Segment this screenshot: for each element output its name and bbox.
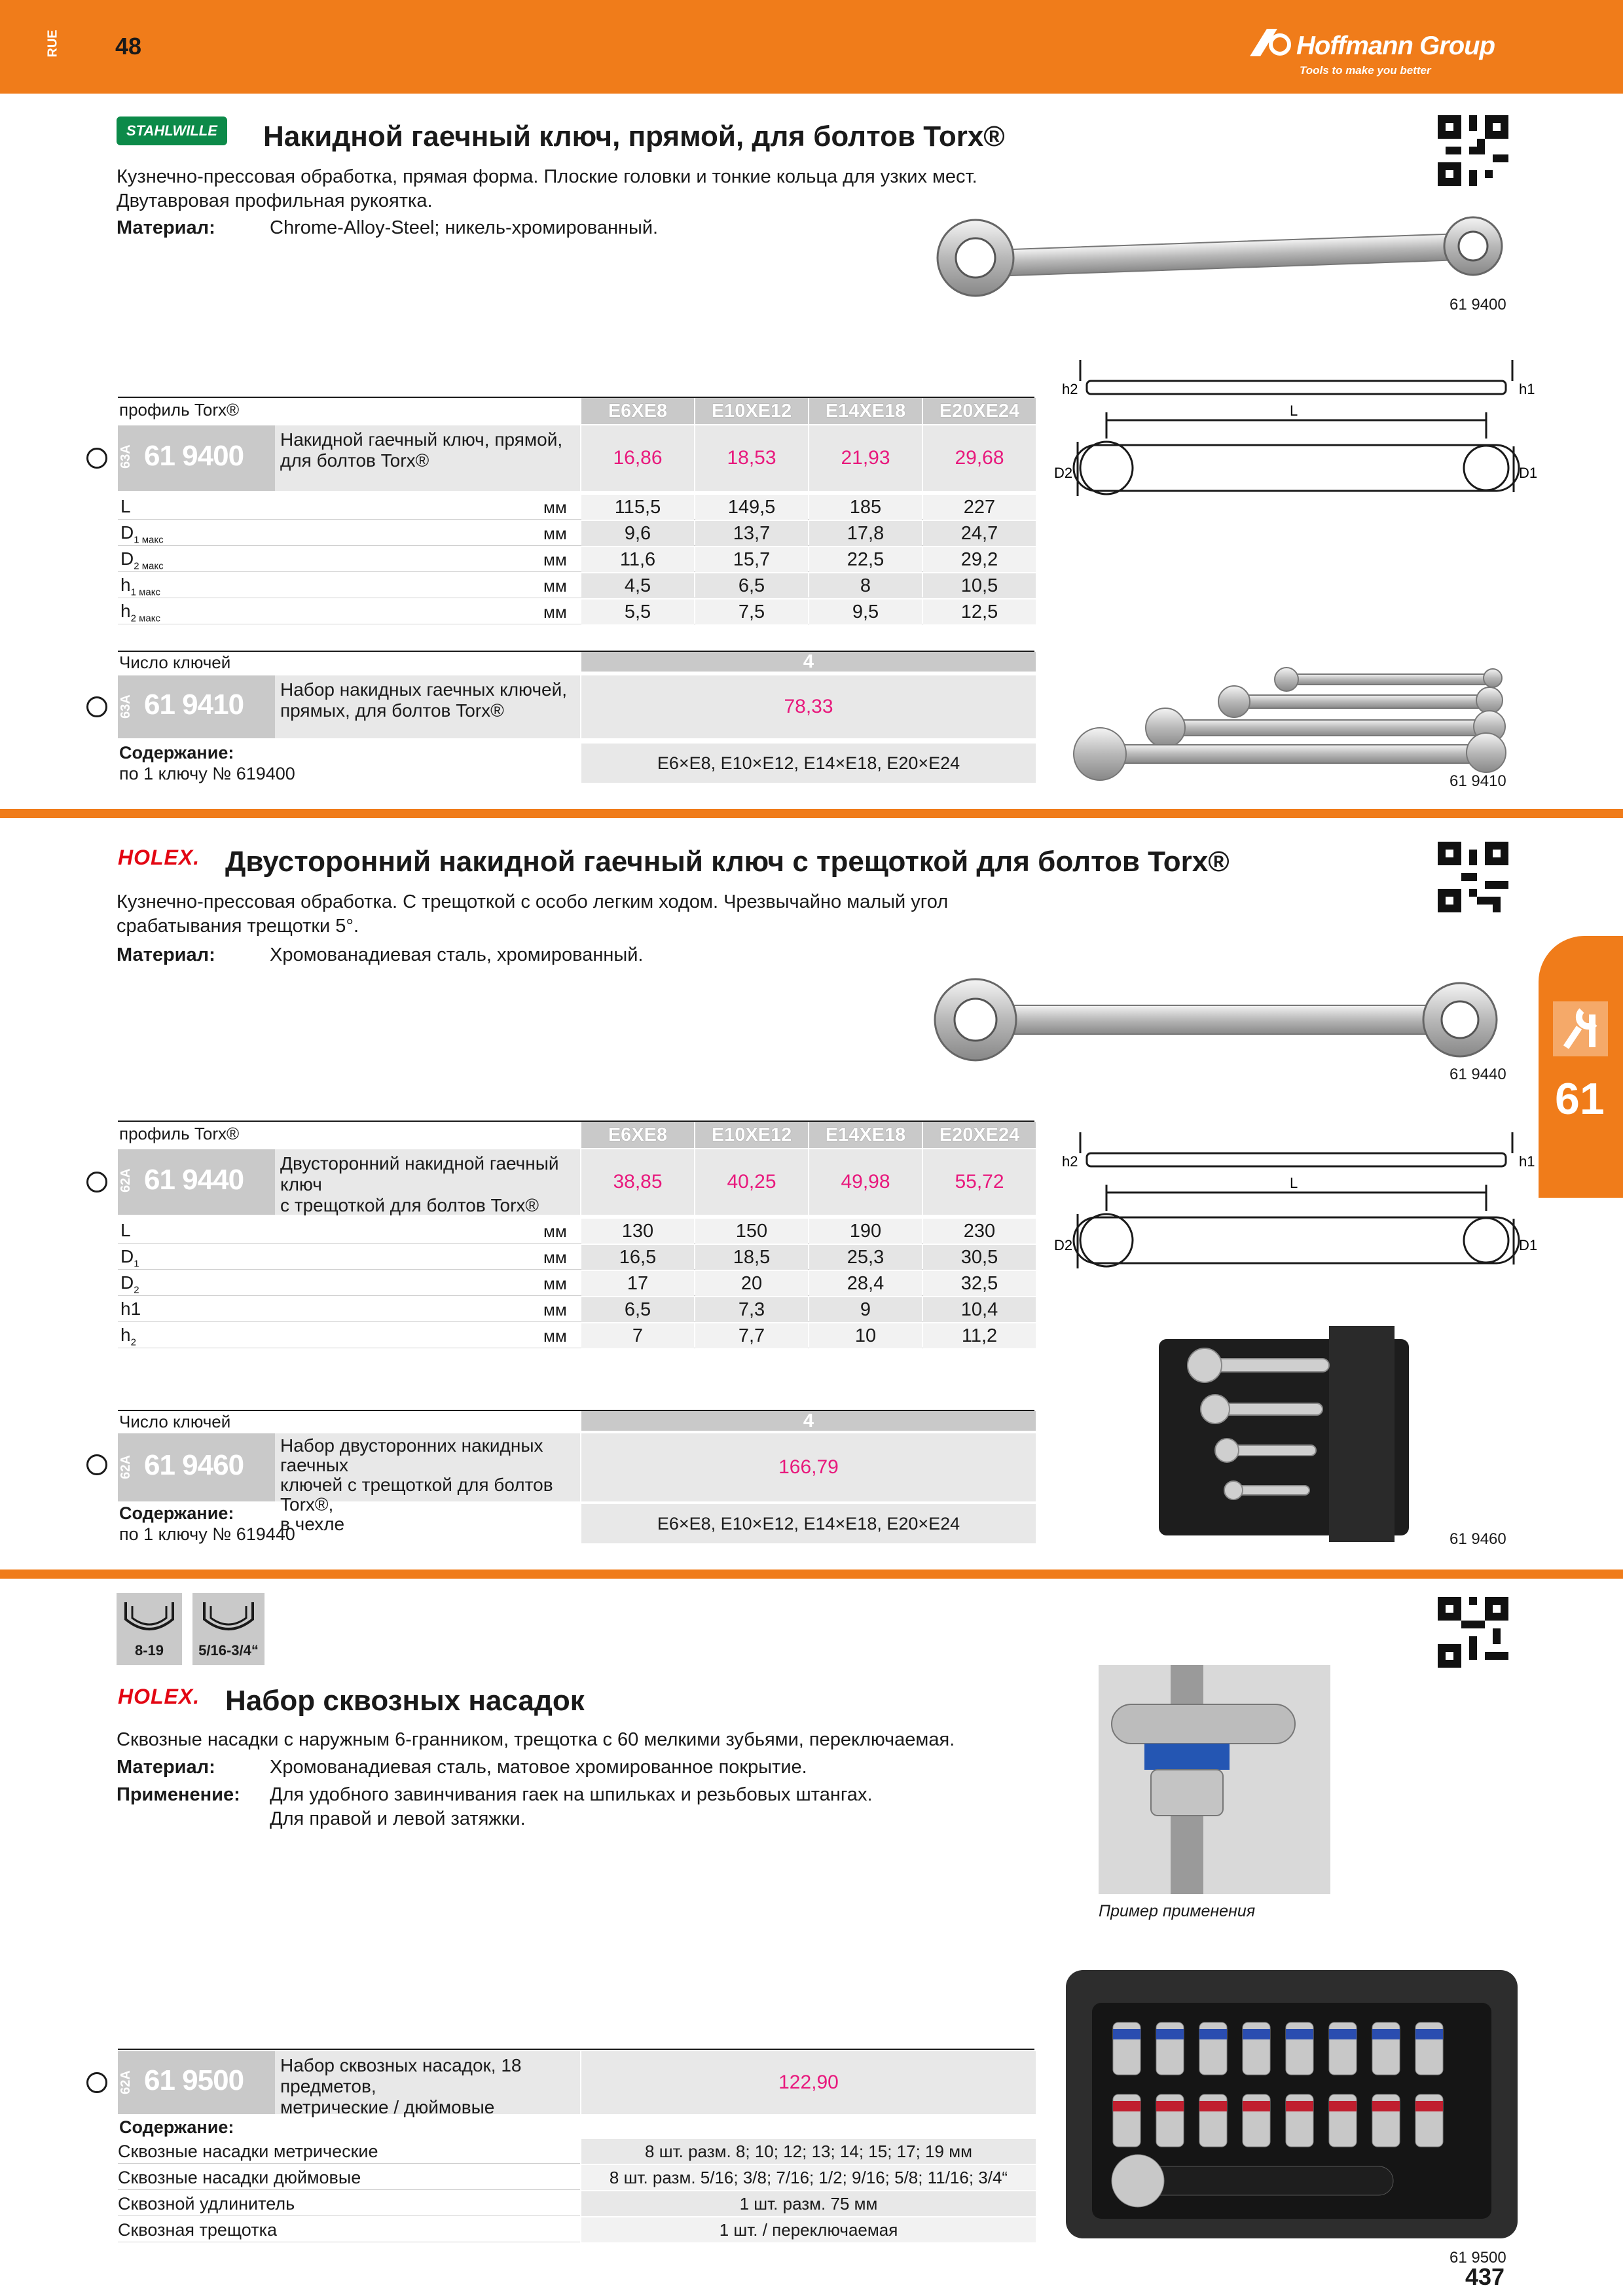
spec-value: 9,5 [809, 600, 922, 624]
spec-name: L [120, 496, 131, 516]
spec-value: 130 [581, 1219, 694, 1244]
set1-number-box[interactable]: 63A 61 9410 [118, 675, 275, 738]
contents-item-value: 8 шт. разм. 8; 10; 12; 13; 14; 15; 17; 19 мм [581, 2139, 1036, 2164]
price-cell[interactable]: 21,93 [809, 425, 922, 491]
product-description: Набор сквозных насадок, 18 предметов, метрические / дюймовые [275, 2051, 580, 2114]
spec-value: 24,7 [923, 521, 1036, 546]
spec-value: 5,5 [581, 600, 694, 624]
ratchet-head [1112, 2155, 1164, 2207]
contents-item-name: Сквозной удлинитель [118, 2191, 580, 2216]
status-circle-icon [86, 696, 107, 717]
spec-value: 28,4 [809, 1271, 922, 1296]
socket-band [1156, 2029, 1184, 2039]
contents-label: Содержание: [119, 2117, 234, 2137]
socket-band [1113, 2101, 1140, 2111]
spec-name: $D_{2 макс}$ [120, 548, 164, 572]
svg-text:D1: D1 [1519, 465, 1538, 481]
price-cell[interactable]: 18,53 [695, 425, 808, 491]
spec-value: 6,5 [695, 573, 808, 598]
product-number: 61 9440 [144, 1164, 244, 1196]
size-range-inch-icon: 5/16-3/4“ [192, 1593, 264, 1665]
socket-band [1286, 2101, 1313, 2111]
brand-tagline: Tools to make you better [1300, 64, 1431, 77]
set1-contents-value: E6×E8, E10×E12, E14×E18, E20×E24 [581, 744, 1036, 783]
size-col-3: E14XE18 [809, 398, 922, 424]
spanner-set-photo [1061, 661, 1506, 779]
svg-text:L: L [1290, 403, 1298, 419]
spec-name: L [120, 1220, 131, 1240]
spec-value: 15,7 [695, 547, 808, 572]
product-description: Накидной гаечный ключ, прямой, для болтов Torx® [275, 425, 580, 491]
spec-value: 16,5 [581, 1245, 694, 1270]
set2-contents-sub: по 1 ключу № 619440 [119, 1524, 295, 1544]
socket-band [1372, 2029, 1400, 2039]
spec-value: 13,7 [695, 521, 808, 546]
socket-band [1329, 2101, 1357, 2111]
spec-value: 10 [809, 1323, 922, 1348]
contents-item-value: 1 шт. / переключаемая [581, 2217, 1036, 2242]
set1-image-ref: 61 9410 [1450, 772, 1506, 790]
section2-material-label: Материал: [117, 944, 215, 965]
spec-name: $h_{2 макс}$ [120, 601, 160, 624]
svg-text:D1: D1 [1519, 1237, 1538, 1253]
product-description: Двусторонний накидной гаечный ключ с трещоткой для болтов Torx® [275, 1149, 580, 1215]
spec-unit: мм [543, 1274, 567, 1293]
set2-count: 4 [581, 1411, 1036, 1431]
section2-desc-line2: срабатывания трещотки 5°. [117, 916, 359, 937]
status-circle-icon [86, 1172, 107, 1193]
spec-unit: мм [543, 602, 567, 622]
socket-band [1156, 2101, 1184, 2111]
spec-value: 7,7 [695, 1323, 808, 1348]
spec-value: 11,2 [923, 1323, 1036, 1348]
brand-logo[interactable]: Hoffmann Group [1296, 31, 1495, 60]
status-circle-icon [86, 448, 107, 469]
table1-header-label: профиль Torx® [119, 400, 240, 420]
svg-text:h1: h1 [1519, 1153, 1535, 1170]
spec-name: $h_{1 макс}$ [120, 575, 160, 598]
product-number: 61 9500 [144, 2064, 244, 2096]
spec-value: 17 [581, 1271, 694, 1296]
spec-value: 190 [809, 1219, 922, 1244]
section-divider [0, 1570, 1623, 1579]
chapter-tab[interactable] [1539, 936, 1623, 1198]
spec-unit: мм [543, 1326, 567, 1346]
set2-number-box[interactable]: 62A 61 9460 [118, 1433, 275, 1501]
qr-code-icon[interactable] [1438, 842, 1508, 912]
spec-value: 227 [923, 495, 1036, 520]
section3-image-ref: 61 9500 [1450, 2249, 1506, 2267]
section2-dimension-drawing [1054, 1119, 1545, 1296]
spec-value: 9 [809, 1297, 922, 1322]
set2-contents-label: Содержание: [119, 1503, 234, 1523]
section2-title: Двусторонний накидной гаечный ключ с трещоткой для болтов Torx® [225, 846, 1230, 878]
set1-contents-label: Содержание: [119, 743, 234, 762]
section3-use-value1: Для удобного завинчивания гаек на шпильках и резьбовых штангах. [270, 1784, 873, 1805]
set2-description: Набор двусторонних накидных гаечных ключей с трещоткой для болтов Torx®, в чехле [275, 1433, 580, 1501]
spec-unit: мм [543, 576, 567, 596]
qr-code-icon[interactable] [1438, 1597, 1508, 1668]
spec-value: 25,3 [809, 1245, 922, 1270]
socket-band [1199, 2029, 1227, 2039]
set1-count: 4 [581, 652, 1036, 672]
spec-name: $D_{1 макс}$ [120, 522, 164, 546]
section2-image-ref: 61 9440 [1450, 1066, 1506, 1083]
contents-item-name: Сквозные насадки метрические [118, 2139, 580, 2164]
section1-dimension-drawing [1054, 347, 1545, 524]
language-code: RUE [45, 29, 60, 58]
section3-material-label: Материал: [117, 1757, 215, 1778]
socket-band [1415, 2101, 1443, 2111]
status-circle-icon [86, 1454, 107, 1475]
spec-value: 150 [695, 1219, 808, 1244]
spec-value: 17,8 [809, 521, 922, 546]
size-col-1: E6XE8 [581, 1122, 694, 1148]
ring-spanner-photo [930, 216, 1506, 295]
socket-band [1286, 2029, 1313, 2039]
price-cell[interactable]: 122,90 [581, 2051, 1036, 2114]
stahlwille-brand-logo: STAHLWILLE [117, 117, 227, 145]
spec-value: 149,5 [695, 495, 808, 520]
qr-code-icon[interactable] [1438, 115, 1508, 186]
section2-desc-line1: Кузнечно-прессовая обработка. С трещоткой с особо легким ходом. Чрезвычайно малый угол [117, 891, 949, 912]
size-col-4: E20XE24 [923, 398, 1036, 424]
table2-header-label: профиль Torx® [119, 1124, 240, 1143]
spec-value: 12,5 [923, 600, 1036, 624]
status-circle-icon [86, 2072, 107, 2093]
page-header [0, 0, 1623, 94]
svg-text:L: L [1290, 1175, 1298, 1191]
holex-brand-logo: HOLEX. [118, 846, 200, 869]
set2-header-label: Число ключей [119, 1412, 231, 1431]
set1-header-label: Число ключей [119, 653, 231, 672]
price-cell[interactable]: 55,72 [923, 1149, 1036, 1215]
spec-value: 29,2 [923, 547, 1036, 572]
spec-value: 7 [581, 1323, 694, 1348]
spec-value: 6,5 [581, 1297, 694, 1322]
section3-use-value2: Для правой и левой затяжки. [270, 1808, 526, 1829]
size-col-4: E20XE24 [923, 1122, 1036, 1148]
set1-price[interactable]: 78,33 [581, 675, 1036, 738]
svg-text:h2: h2 [1062, 381, 1078, 397]
price-cell[interactable]: 29,68 [923, 425, 1036, 491]
socket-band [1329, 2029, 1357, 2039]
set2-contents-value: E6×E8, E10×E12, E14×E18, E20×E24 [581, 1504, 1036, 1543]
section3-material-value: Хромованадиевая сталь, матовое хромированное покрытие. [270, 1757, 807, 1778]
product-number: 61 9400 [144, 440, 244, 472]
contents-item-value: 1 шт. разм. 75 мм [581, 2191, 1036, 2216]
ratchet-spanner-photo [923, 978, 1499, 1063]
spec-value: 7,3 [695, 1297, 808, 1322]
spec-name: h1 [120, 1299, 141, 1319]
product-number-box[interactable]: 63A 61 9400 [118, 425, 275, 491]
contents-item-value: 8 шт. разм. 5/16; 3/8; 7/16; 1/2; 9/16; 5/8; 11/16; 3/4“ [581, 2165, 1036, 2190]
contents-item-name: Сквозная трещотка [118, 2217, 580, 2242]
set1-description: Набор накидных гаечных ключей, прямых, для болтов Torx® [275, 675, 580, 738]
spec-value: 8 [809, 573, 922, 598]
section1-desc-line1: Кузнечно-прессовая обработка, прямая форма. Плоские головки и тонкие кольца для узких мест. [117, 166, 977, 187]
spec-value: 230 [923, 1219, 1036, 1244]
spec-value: 10,4 [923, 1297, 1036, 1322]
set2-price[interactable]: 166,79 [581, 1433, 1036, 1501]
spec-value: 11,6 [581, 547, 694, 572]
product-number-box[interactable]: 62A 61 9440 [118, 1149, 275, 1215]
socket-band [1415, 2029, 1443, 2039]
socket-band [1113, 2029, 1140, 2039]
set2-number: 61 9460 [144, 1449, 244, 1481]
chapter-number: 61 [1555, 1074, 1605, 1124]
application-example-photo [1099, 1665, 1330, 1894]
page-number-bottom: 437 [1465, 2263, 1505, 2290]
socket-band [1372, 2101, 1400, 2111]
contents-item-name: Сквозные насадки дюймовые [118, 2165, 580, 2190]
spec-value: 4,5 [581, 573, 694, 598]
spec-unit: мм [543, 550, 567, 569]
section1-material-value: Chrome-Alloy-Steel; никель-хромированный. [270, 217, 659, 238]
page-number-top: 48 [115, 33, 142, 60]
svg-text:h1: h1 [1519, 381, 1535, 397]
size-col-1: E6XE8 [581, 398, 694, 424]
spec-value: 22,5 [809, 547, 922, 572]
section1-desc-line2: Двутавровая профильная рукоятка. [117, 190, 433, 211]
section-divider [0, 809, 1623, 818]
section3-desc: Сквозные насадки с наружным 6-гранником, трещотка с 60 мелкими зубьями, переключаемая. [117, 1729, 955, 1750]
spec-name: $D_2$ [120, 1272, 139, 1296]
spec-value: 7,5 [695, 600, 808, 624]
spec-value: 185 [809, 495, 922, 520]
holex-brand-logo: HOLEX. [118, 1685, 200, 1708]
set1-number: 61 9410 [144, 689, 244, 721]
pouch-set-photo [1159, 1326, 1409, 1542]
photo-caption: Пример применения [1099, 1902, 1256, 1920]
spec-value: 30,5 [923, 1245, 1036, 1270]
socket-band [1243, 2101, 1270, 2111]
section1-title: Накидной гаечный ключ, прямой, для болтов Torx® [263, 120, 1005, 152]
spec-value: 18,5 [695, 1245, 808, 1270]
section3-use-label: Применение: [117, 1784, 240, 1805]
product-number-box[interactable]: 62A 61 9500 [118, 2051, 275, 2114]
socket-band [1199, 2101, 1227, 2111]
table3-rule [118, 2049, 1034, 2050]
hoffmann-logo-icon [1247, 26, 1292, 59]
price-cell[interactable]: 49,98 [809, 1149, 922, 1215]
socket-set-case-photo [1066, 1950, 1518, 2238]
section2-material-value: Хромованадиевая сталь, хромированный. [270, 944, 644, 965]
svg-text:h2: h2 [1062, 1153, 1078, 1170]
socket-band [1243, 2029, 1270, 2039]
spec-value: 32,5 [923, 1271, 1036, 1296]
price-cell[interactable]: 40,25 [695, 1149, 808, 1215]
svg-text:D2: D2 [1054, 1237, 1073, 1253]
spec-name: $D_1$ [120, 1246, 139, 1270]
svg-text:D2: D2 [1054, 465, 1073, 481]
tools-icon [1553, 1001, 1608, 1056]
price-cell[interactable]: 38,85 [581, 1149, 694, 1215]
section3-title: Набор сквозных насадок [225, 1685, 585, 1717]
set2-image-ref: 61 9460 [1450, 1530, 1506, 1548]
spec-unit: мм [543, 1247, 567, 1267]
spec-unit: мм [543, 1300, 567, 1319]
section1-image-ref: 61 9400 [1450, 296, 1506, 314]
spec-value: 115,5 [581, 495, 694, 520]
spec-value: 10,5 [923, 573, 1036, 598]
size-col-3: E14XE18 [809, 1122, 922, 1148]
spec-name: $h_2$ [120, 1325, 136, 1348]
set1-contents-sub: по 1 ключу № 619400 [119, 764, 295, 783]
section1-material-label: Материал: [117, 217, 215, 238]
spec-unit: мм [543, 524, 567, 543]
spec-unit: мм [543, 1221, 567, 1241]
spec-value: 9,6 [581, 521, 694, 546]
price-cell[interactable]: 16,86 [581, 425, 694, 491]
spec-unit: мм [543, 497, 567, 517]
size-col-2: E10XE12 [695, 1122, 808, 1148]
size-range-metric-icon: 8-19 [117, 1593, 182, 1665]
size-col-2: E10XE12 [695, 398, 808, 424]
spec-value: 20 [695, 1271, 808, 1296]
